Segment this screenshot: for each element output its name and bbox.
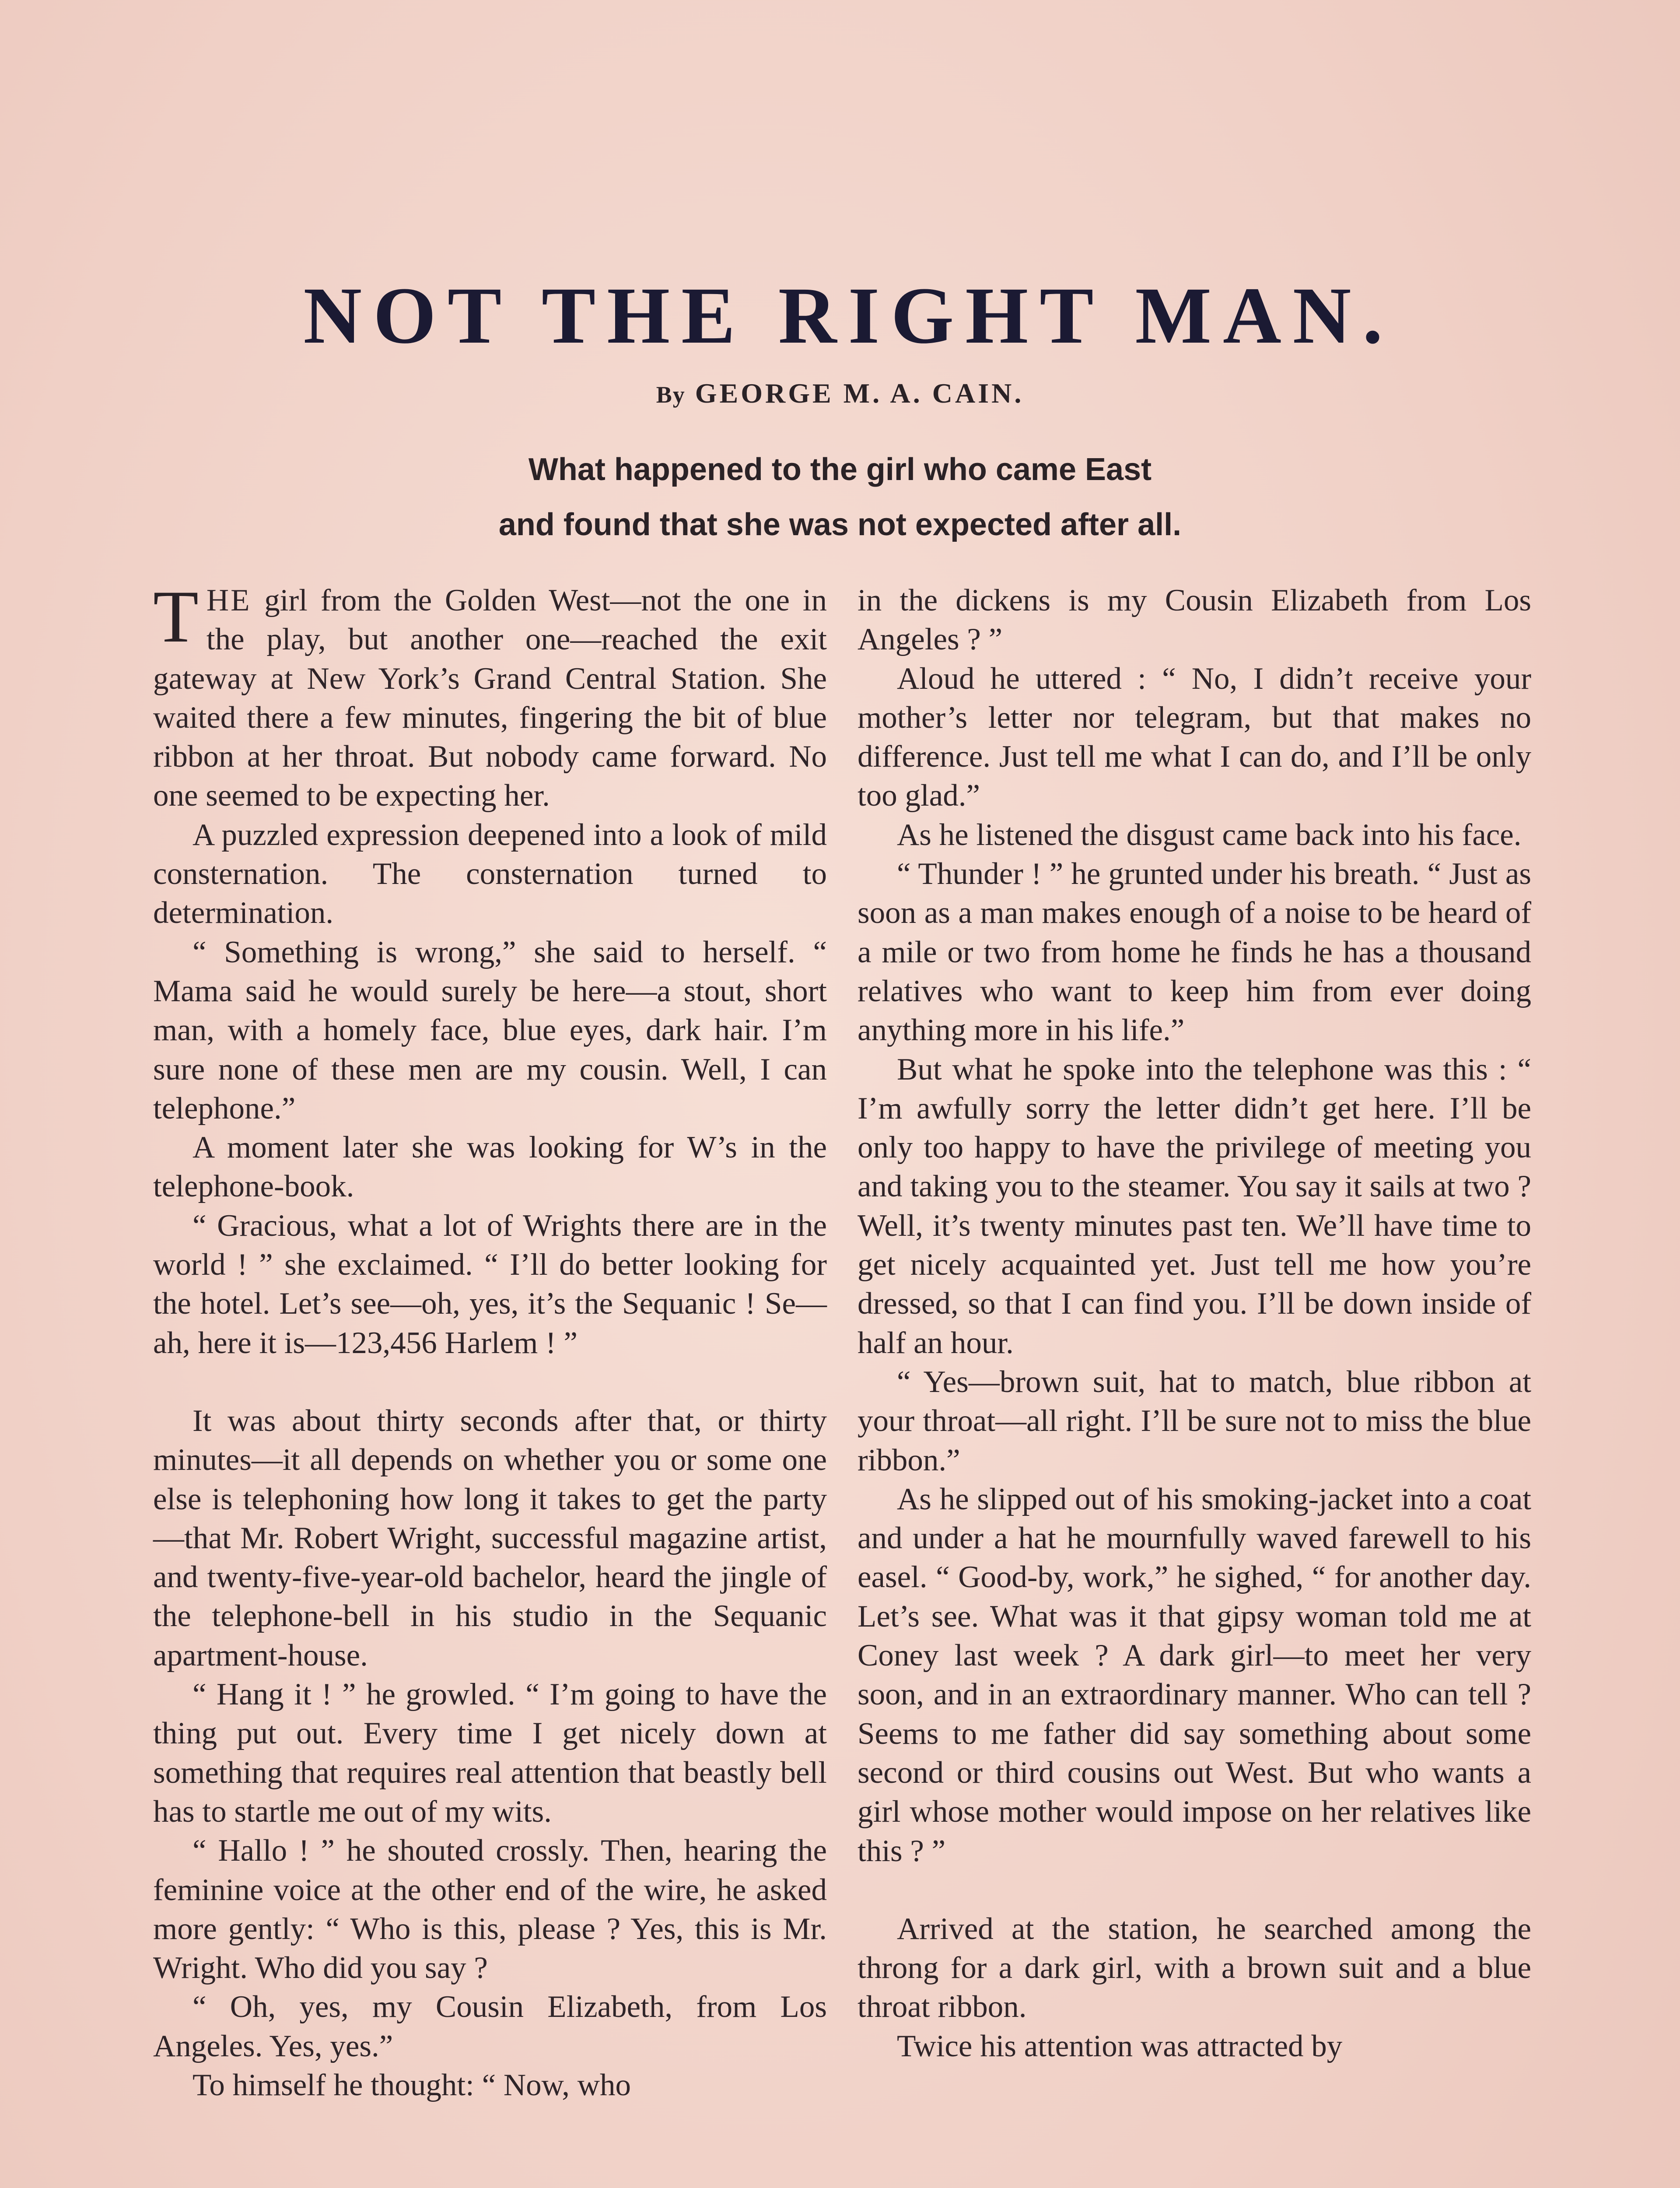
paragraph: To himself he thought: “ Now, who bbox=[192, 2068, 631, 2102]
drop-cap: T bbox=[153, 575, 199, 658]
paragraph: A puzzled expression deepened into a look of mild consternation. The consternation turned to determination. bbox=[153, 817, 827, 930]
paragraph: “ Something is wrong,” she said to herself. “ Mama said he would surely be here—a stout, short man, with a homely face, blue eyes, dark hair. I’m sure none of these men are my cousin. Well, I can telephone.” bbox=[153, 935, 827, 1126]
deck-line-2: and found that she was not expected after all. bbox=[498, 507, 1182, 542]
paragraph: Aloud he uttered : “ No, I didn’t receive your mother’s letter nor telegram, but that makes no difference. Just tell me what I can do, and I’ll be only too glad.” bbox=[858, 661, 1531, 813]
right-column bbox=[858, 581, 1531, 2066]
paragraph: “ Oh, yes, my Cousin Elizabeth, from Los Angeles. Yes, yes.” bbox=[153, 1990, 827, 2063]
paragraph: A moment later she was looking for W’s in the telephone-book. bbox=[153, 1130, 827, 1204]
left-column bbox=[153, 575, 827, 2105]
byline-prefix: By bbox=[656, 382, 686, 408]
deck-line-1: What happened to the girl who came East bbox=[528, 452, 1152, 487]
continuation-paragraph: in the dickens is my Cousin Elizabeth from Los Angeles ? ” bbox=[858, 583, 1531, 657]
paragraph: But what he spoke into the telephone was this : “ I’m awfully sorry the letter didn’t get here. I’ll be only too happy to have the privilege of meeting you and taking you to the steamer. You say it sails at two ? Well, it’s twenty minutes past ten. We’ll have time to get nicely acquainted yet. Just tell me how you’re dressed, so that I can find you. I’ll be down inside of half an hour. bbox=[858, 1052, 1531, 1360]
byline bbox=[0, 377, 1680, 410]
paragraph: “ Gracious, what a lot of Wrights there are in the world ! ” she exclaimed. “ I’ll do better looking for the hotel. Let’s see—oh, yes, it’s the Sequanic ! Se—ah, here it is—123,456 Harlem ! ” bbox=[153, 1208, 827, 1360]
paragraph: “ Thunder ! ” he grunted under his breath. “ Just as soon as a man makes enough of a noise to be heard of a mile or two from home he finds he has a thousand relatives who want to keep him from ever doing anything more in his life.” bbox=[858, 857, 1531, 1048]
paragraph: As he listened the disgust came back into his face. bbox=[897, 817, 1522, 852]
byline-author: GEORGE M. A. CAIN. bbox=[695, 378, 1024, 409]
paragraph: “ Hang it ! ” he growled. “ I’m going to have the thing put out. Every time I get nicely down at something that requires real attention that beastly bell has to startle me out of my wits. bbox=[153, 1677, 827, 1829]
paragraph: “ Yes—brown suit, hat to match, blue ribbon at your throat—all right. I’ll be sure not to miss the blue ribbon.” bbox=[858, 1364, 1531, 1477]
opening-paragraph bbox=[153, 575, 827, 816]
section-break-paragraph: It was about thirty seconds after that, or thirty minutes—it all depends on whether you or some one else is telephoning how long it takes to get the party—that Mr. Robert Wright, successful magazine artist, and twenty-five-year-old bachelor, heard the jingle of the telephone-bell in his studio in the Sequanic apartment-house. bbox=[153, 1403, 827, 1673]
paragraph: “ Hallo ! ” he shouted crossly. Then, hearing the feminine voice at the other end of the wire, he asked more gently: “ Who is this, please ? Yes, this is Mr. Wright. Who did you say ? bbox=[153, 1834, 827, 1985]
paragraph: Twice his attention was attracted by bbox=[897, 2029, 1343, 2063]
story-title: NOT THE RIGHT MAN. bbox=[303, 271, 1394, 361]
opening-text: girl from the Golden West—not the one in the play, but another one—reached the exit gateway at New York’s Grand Central Station. She waited there a few minutes, fingering the bit of blue ribbon at her throat. But nobody came forward. No one seemed to be expecting her. bbox=[153, 583, 827, 813]
lead-caps: HE bbox=[206, 583, 252, 617]
paragraph: As he slipped out of his smoking-jacket into a coat and under a hat he mournfully waved farewell to his easel. “ Good-by, work,” he sighed, “ for another day. Let’s see. What was it that gipsy woman told me at Coney last week ? A dark girl—to meet her very soon, and in an extraordinary manner. Who can tell ? Seems to me father did say something about some second or third cousins out West. But who wants a girl whose mother would impose on her relatives like this ? ” bbox=[858, 1482, 1531, 1868]
section-break-paragraph: Arrived at the station, he searched among the throng for a dark girl, with a brown suit and a blue throat ribbon. bbox=[858, 1911, 1531, 2024]
story-deck bbox=[394, 442, 1286, 552]
